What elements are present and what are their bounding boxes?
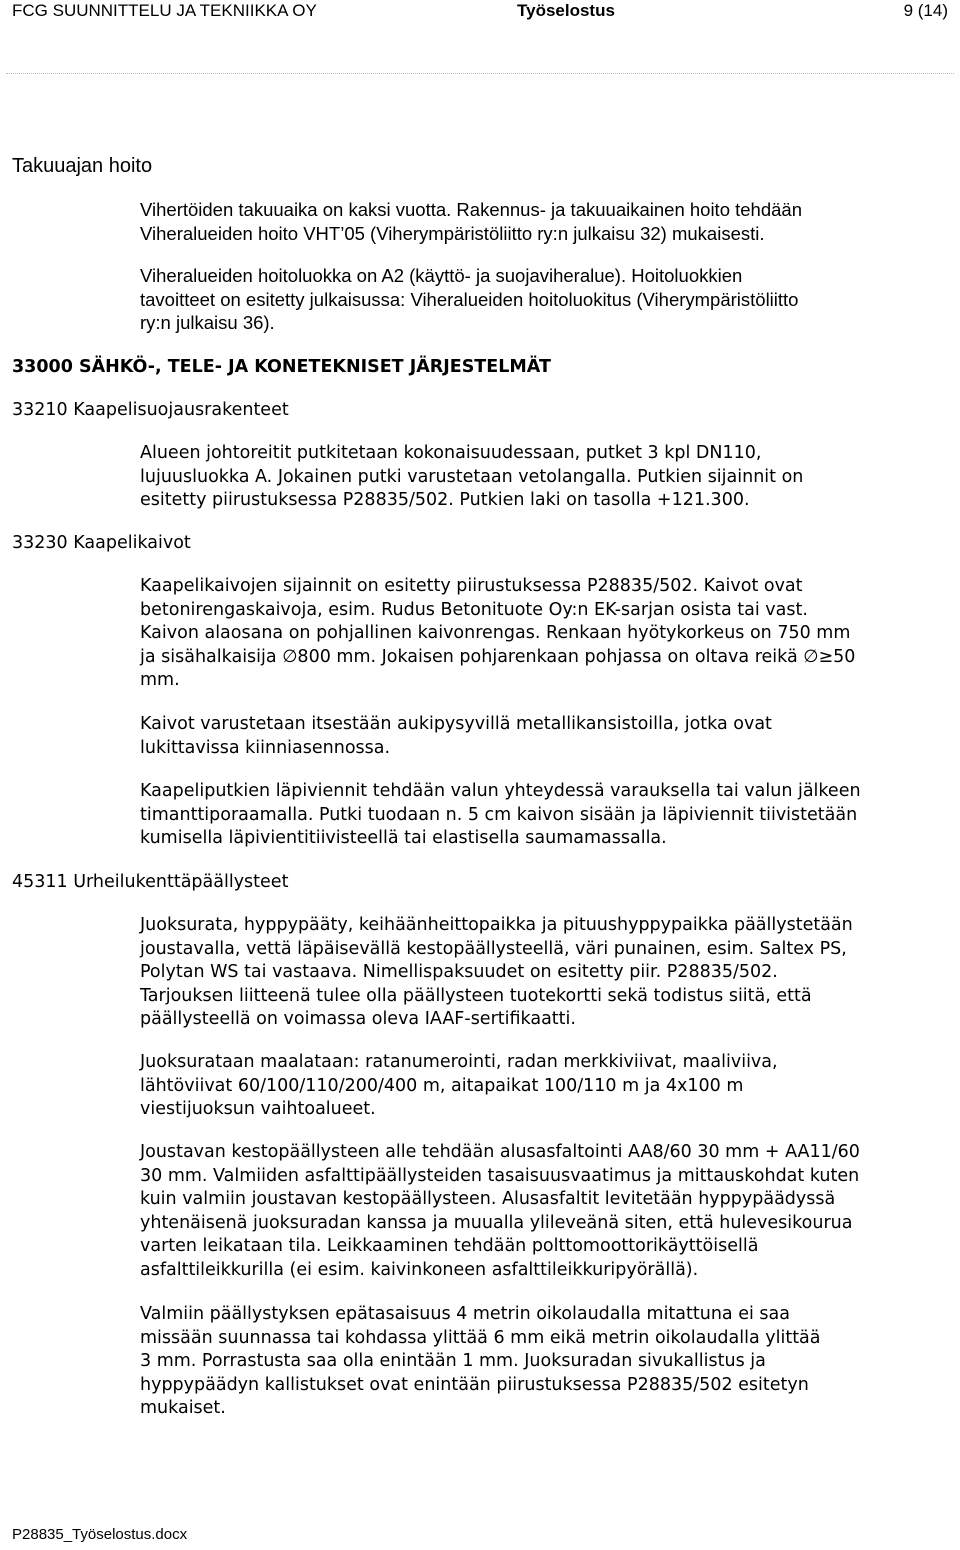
header-divider bbox=[6, 73, 954, 74]
document-title: Työselostus bbox=[517, 1, 615, 20]
cable-well-paragraph-3: Kaapeliputkien läpiviennit tehdään valun yhteydessä varauksella tai valun jälkeen timanttiporaamalla. Putki tuodaan n. 5 cm kaivon sisään ja läpiviennit tiivistetään kumisella läpivientitiivisteellä tai elastisella saumamassalla. bbox=[140, 781, 861, 848]
field-surface-paragraph-4: Valmiin päällystyksen epätasaisuus 4 metrin oikolaudalla mitattuna ei saa missään suunnassa tai kohdassa ylittää 6 mm eikä metrin oikolaudalla ylittää 3 mm. Porrastusta saa olla enintään 1 mm. Juoksuradan sivukallistus ja hyppypäädyn kallistukset ovat enintään piirustuksessa P28835/502 esitetyn mukaiset. bbox=[140, 1304, 821, 1418]
cable-well-paragraph-2: Kaivot varustetaan itsestään aukipysyvillä metallikansistoilla, jotka ovat lukittavissa kiinniasennossa. bbox=[140, 714, 772, 758]
cable-protection-paragraph: Alueen johtoreitit putkitetaan kokonaisuudessaan, putket 3 kpl DN110, lujuusluokka A. Jokainen putki varustetaan vetolangalla. Putkien sijainnit on esitetty piirustuksessa P28835/502. Putkien laki on tasolla +121.300. bbox=[140, 443, 804, 510]
field-surface-paragraph-2: Juoksurataan maalataan: ratanumerointi, radan merkkiviivat, maaliviiva, lähtöviivat 60/100/110/200/400 m, aitapaikat 100/110 m ja 4x100 m viestijuoksun vaihtoalueet. bbox=[140, 1052, 778, 1119]
field-surface-paragraph-1: Juoksurata, hyppypääty, keihäänheittopaikka ja pituushyppypaikka päällystetään joustavalla, vettä läpäisevällä kestopäällysteellä, väri punainen, esim. Saltex PS, Polytan WS tai vastaava. Nimellispaksuudet on esitetty piir. P28835/502. Tarjouksen liitteenä tulee olla päällysteen tuotekortti sekä todistus siitä, että päällysteellä on voimassa oleva IAAF-sertifikaatti. bbox=[140, 915, 853, 1029]
company-name: FCG SUUNNITTELU JA TEKNIIKKA OY bbox=[12, 1, 317, 20]
subheading-33230: 33230 Kaapelikaivot bbox=[12, 533, 191, 553]
subheading-45311: 45311 Urheilukenttäpäällysteet bbox=[12, 872, 289, 892]
section-title: Takuuajan hoito bbox=[12, 155, 153, 177]
footer-filename: P28835_Työselostus.docx bbox=[12, 1526, 188, 1543]
main-heading: 33000 SÄHKÖ-, TELE- JA KONETEKNISET JÄRJESTELMÄT bbox=[12, 357, 551, 377]
field-surface-paragraph-3: Joustavan kestopäällysteen alle tehdään alusasfaltointi AA8/60 30 mm + AA11/60 30 mm. Valmiiden asfalttipäällysteiden tasaisuusvaatimus ja mittauskohdat kuten kuin valmiin joustavan kestopäällysteen. Alusasfaltit levitetään hyppypäädyssä yhtenäisenä juoksuradan kanssa ja muualla ylileveänä siten, että hulevesikourua varten leikataan tila. Leikkaaminen tehdään polttomoottorikäyttöisellä asfalttileikkurilla (ei esim. kaivinkoneen asfalttileikkuripyörällä). bbox=[140, 1142, 860, 1280]
page-header bbox=[0, 0, 960, 22]
subheading-33210: 33210 Kaapelisuojausrakenteet bbox=[12, 400, 289, 420]
warranty-paragraph-1: Vihertöiden takuuaika on kaksi vuotta. Rakennus- ja takuuaikainen hoito tehdään Viheralueiden hoito VHT’05 (Viherympäristöliitto ry:n julkaisu 32) mukaisesti. bbox=[140, 199, 802, 244]
cable-well-paragraph-1: Kaapelikaivojen sijainnit on esitetty piirustuksessa P28835/502. Kaivot ovat betonirengaskaivoja, esim. Rudus Betonituote Oy:n EK-sarjan osista tai vast. Kaivon alaosana on pohjallinen kaivonrengas. Renkaan hyötykorkeus on 750 mm ja sisähalkaisija ∅800 mm. Jokaisen pohjarenkaan pohjassa on oltava reikä ∅≥50 mm. bbox=[140, 576, 856, 690]
page-number: 9 (14) bbox=[903, 1, 948, 20]
warranty-paragraph-2: Viheralueiden hoitoluokka on A2 (käyttö- ja suojaviheralue). Hoitoluokkien tavoitteet on esitetty julkaisussa: Viheralueiden hoitoluokitus (Viherympäristöliitto ry:n julkaisu 36). bbox=[140, 265, 799, 333]
